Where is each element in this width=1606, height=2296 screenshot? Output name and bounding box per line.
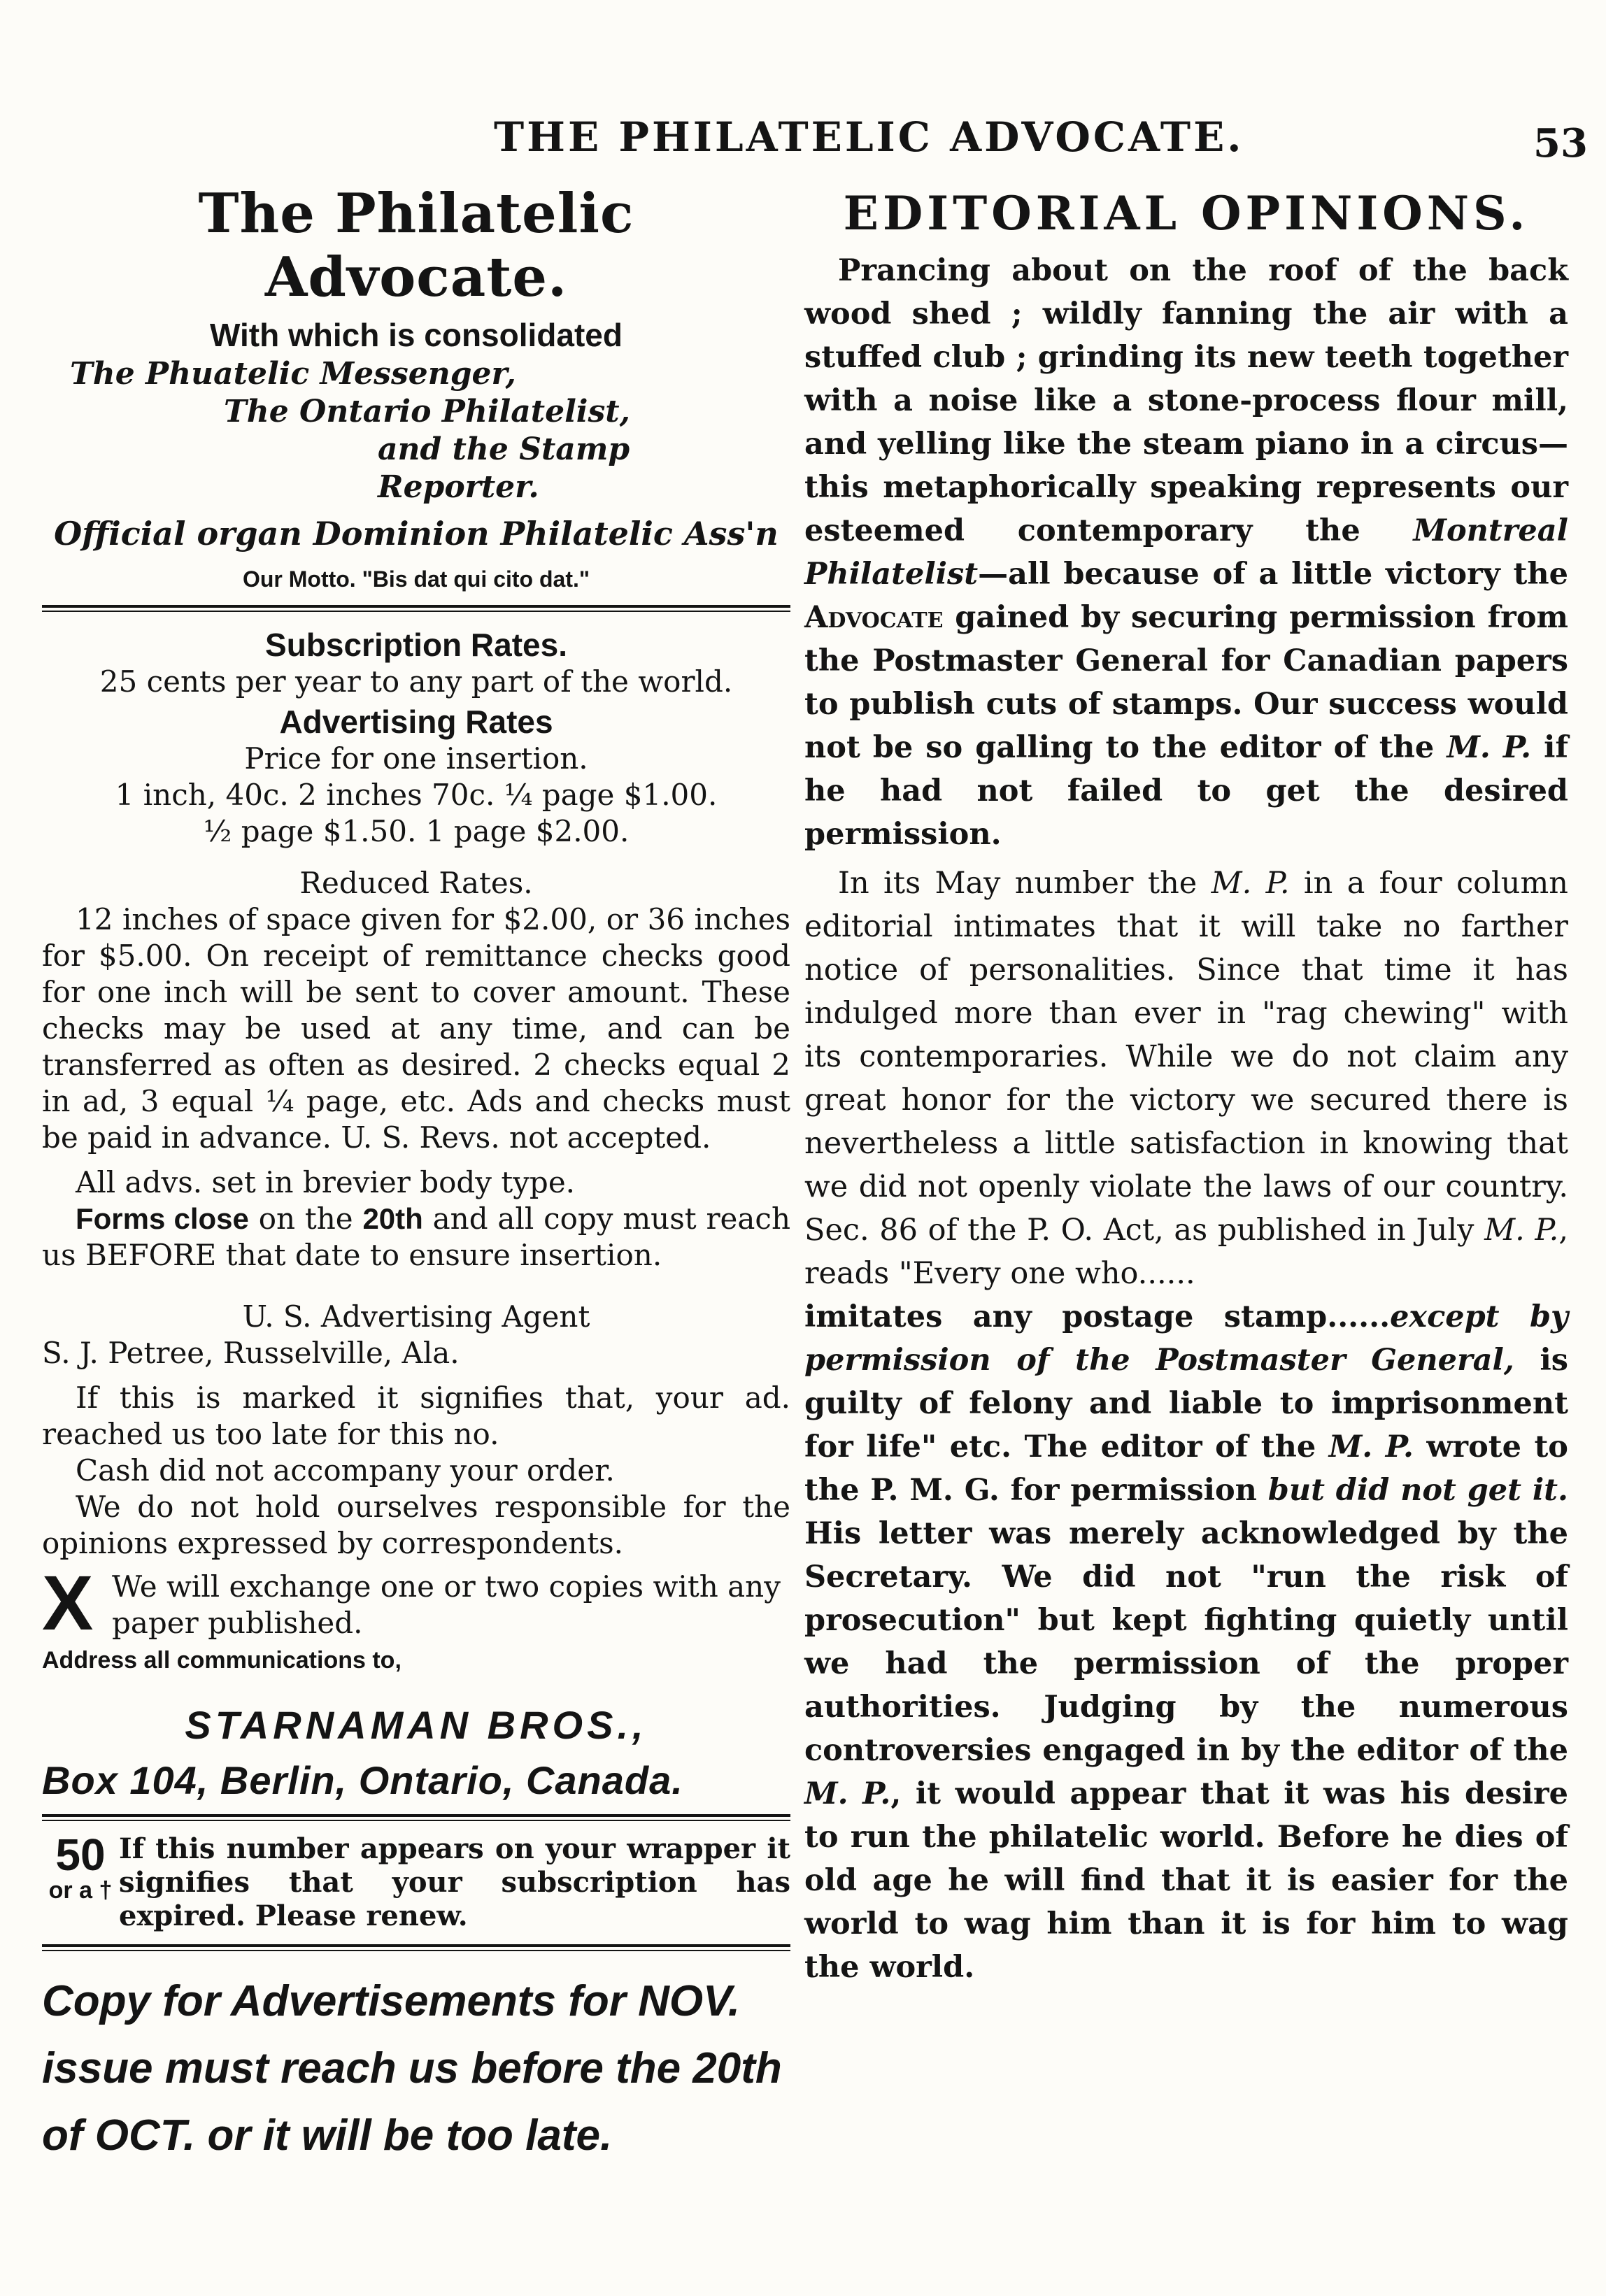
renewal-notice — [42, 1832, 790, 1933]
editorial-heading: EDITORIAL OPINIONS. — [843, 186, 1530, 241]
forms-close-lead: Forms close — [76, 1202, 249, 1235]
responsibility-note: We do not hold ourselves responsible for the opinions expressed by correspondents. — [42, 1490, 790, 1560]
p1-text-e: gained by securing permission from the Postmaster General for Canadian papers to publish cuts of stamps. Our success would not be so galling to the editor of the — [804, 600, 1568, 765]
consolidated-line: With which is consolidated — [210, 317, 623, 353]
p3-text-e: wrote to the P. M. G. for permission — [804, 1429, 1568, 1508]
forms-close-day: 20th — [362, 1202, 423, 1235]
p2-mp-2: M. P. — [1484, 1213, 1559, 1248]
masthead: The Philatelic Advocate. — [198, 182, 634, 309]
forms-close-note — [42, 1201, 790, 1274]
advertising-price-note: Price for one insertion. — [244, 741, 588, 776]
postal-address: Box 104, Berlin, Ontario, Canada. — [42, 1758, 683, 1802]
running-header — [0, 105, 1606, 168]
advertising-rates-line-1: 1 inch, 40c. 2 inches 70c. ¼ page $1.00. — [115, 778, 718, 812]
p2-text-c: in a four column editorial intimates that it will take no farther notice of personalities. Since that time it has indulged more than ever in "rag chewing" with its contemporaries. While we do not claim any great honor for the victory we secured there is nevertheless a little satisfaction in knowing that we did not openly violate the laws of our country. Sec. 86 of the P. O. Act, as published in July — [804, 866, 1568, 1248]
p1-advocate: Advocate — [804, 600, 944, 635]
p1-montreal-philatelist: Montreal Philatelist — [804, 513, 1568, 592]
firm-name: STARNAMAN BROS., — [185, 1703, 648, 1747]
renewal-text: If this number appears on your wrapper it signifies that your subscription has expired. Please renew. — [119, 1832, 790, 1932]
p3-text-g: His letter was merely acknowledged by the Secretary. We did not "run the risk of prosecution" but kept fighting quietly until we had the permission of the proper authorities. Judging by the numerous controversies engaged in by the editor of the — [804, 1516, 1568, 1768]
renewal-number: 50 — [55, 1830, 106, 1880]
forms-close-rest: and all copy must reach us BEFORE that date to ensure insertion. — [42, 1202, 790, 1272]
consolidated-paper-1: The Phuatelic Messenger, — [70, 356, 516, 392]
reduced-rates-heading: Reduced Rates. — [299, 866, 533, 900]
subscription-heading: Subscription Rates. — [265, 627, 567, 663]
reduced-rates-text: 12 inches of space given for $2.00, or 36 inches for $5.00. On receipt of remittance checks good for one inch will be sent to cover amount. These checks may be used at any time, and can be transferred as often as desired. 2 checks equal 2 in ad, 3 equal ¼ page, etc. Ads and checks must be paid in advance. U. S. Revs. not accepted. — [42, 902, 790, 1155]
editorial-paragraph-1 — [804, 249, 1568, 856]
exchange-note — [42, 1560, 790, 1646]
cash-note: Cash did not accompany your order. — [76, 1453, 615, 1488]
forms-close-on: on the — [248, 1202, 363, 1236]
left-column — [42, 182, 790, 2169]
us-agent-heading: U. S. Advertising Agent — [242, 1299, 590, 1334]
address-lead: Address all communications to, — [42, 1647, 402, 1674]
exchange-text: We will exchange one or two copies with any paper published. — [112, 1569, 781, 1640]
subscription-text: 25 cents per year to any part of the world. — [99, 664, 733, 699]
advertising-rates-line-2: ½ page $1.50. 1 page $2.00. — [203, 814, 630, 848]
p3-text-a: imitates any postage stamp...... — [804, 1299, 1391, 1334]
brevier-note: All advs. set in brevier body type. — [76, 1165, 576, 1199]
running-title: THE PHILATELIC ADVOCATE. — [494, 113, 1244, 161]
p2-text-a: In its May number the — [838, 866, 1211, 901]
p3-text-i: , it would appear that it was his desire to run the philatelic world. Before he dies of old age he will find that it is easier for the world to wag him than it is for him to wag the world. — [804, 1776, 1568, 1985]
motto: Our Motto. "Bis dat qui cito dat." — [242, 566, 590, 592]
divider — [42, 1814, 790, 1821]
p3-did-not-get: but did not get it. — [1267, 1473, 1568, 1508]
p2-mp-1: M. P. — [1211, 866, 1290, 901]
renewal-marker — [42, 1832, 119, 1904]
advertising-heading: Advertising Rates — [279, 704, 553, 740]
page-number: 53 — [1533, 120, 1588, 166]
p3-mp-2: M. P. — [804, 1776, 891, 1811]
p3-mp-1: M. P. — [1328, 1429, 1414, 1464]
p1-text-g: if he had not failed to get the desired permission. — [804, 730, 1568, 852]
consolidated-paper-3: and the Stamp Reporter. — [378, 432, 630, 505]
official-organ: Official organ Dominion Philatelic Ass'n — [54, 515, 779, 552]
divider — [42, 605, 790, 612]
renewal-or: or a † — [48, 1877, 113, 1904]
marked-note: If this is marked it signifies that, your ad. reached us too late for this no. — [42, 1381, 790, 1451]
divider — [42, 1944, 790, 1951]
us-agent: S. J. Petree, Russelville, Ala. — [42, 1336, 460, 1370]
consolidated-paper-2: The Ontario Philatelist, — [224, 394, 630, 429]
x-mark: X — [42, 1560, 94, 1646]
p3-text-c: is guilty of felony and liable to imprisonment for life" etc. The editor of the — [804, 1343, 1568, 1464]
p3-exception: except by permission of the Postmaster General, — [804, 1299, 1568, 1378]
p1-text-c: —all because of a little victory the — [978, 557, 1568, 592]
right-column — [804, 182, 1568, 1989]
p1-mp: M. P. — [1447, 730, 1532, 765]
editorial-paragraph-2 — [804, 862, 1568, 1295]
p2-text-e: , reads "Every one who...... — [804, 1213, 1568, 1291]
p1-text-a: Prancing about on the roof of the back wood shed ; wildly fanning the air with a stuffed club ; grinding its new teeth together with a noise like a stone-process flour mill, and yelling like the steam piano in a circus—this metaphorically speaking represents our esteemed contemporary the — [804, 253, 1568, 548]
editorial-paragraph-3 — [804, 1295, 1568, 1989]
copy-deadline-notice: Copy for Advertisements for NOV. issue must reach us before the 20th of OCT. or it will be too late. — [42, 1977, 782, 2160]
